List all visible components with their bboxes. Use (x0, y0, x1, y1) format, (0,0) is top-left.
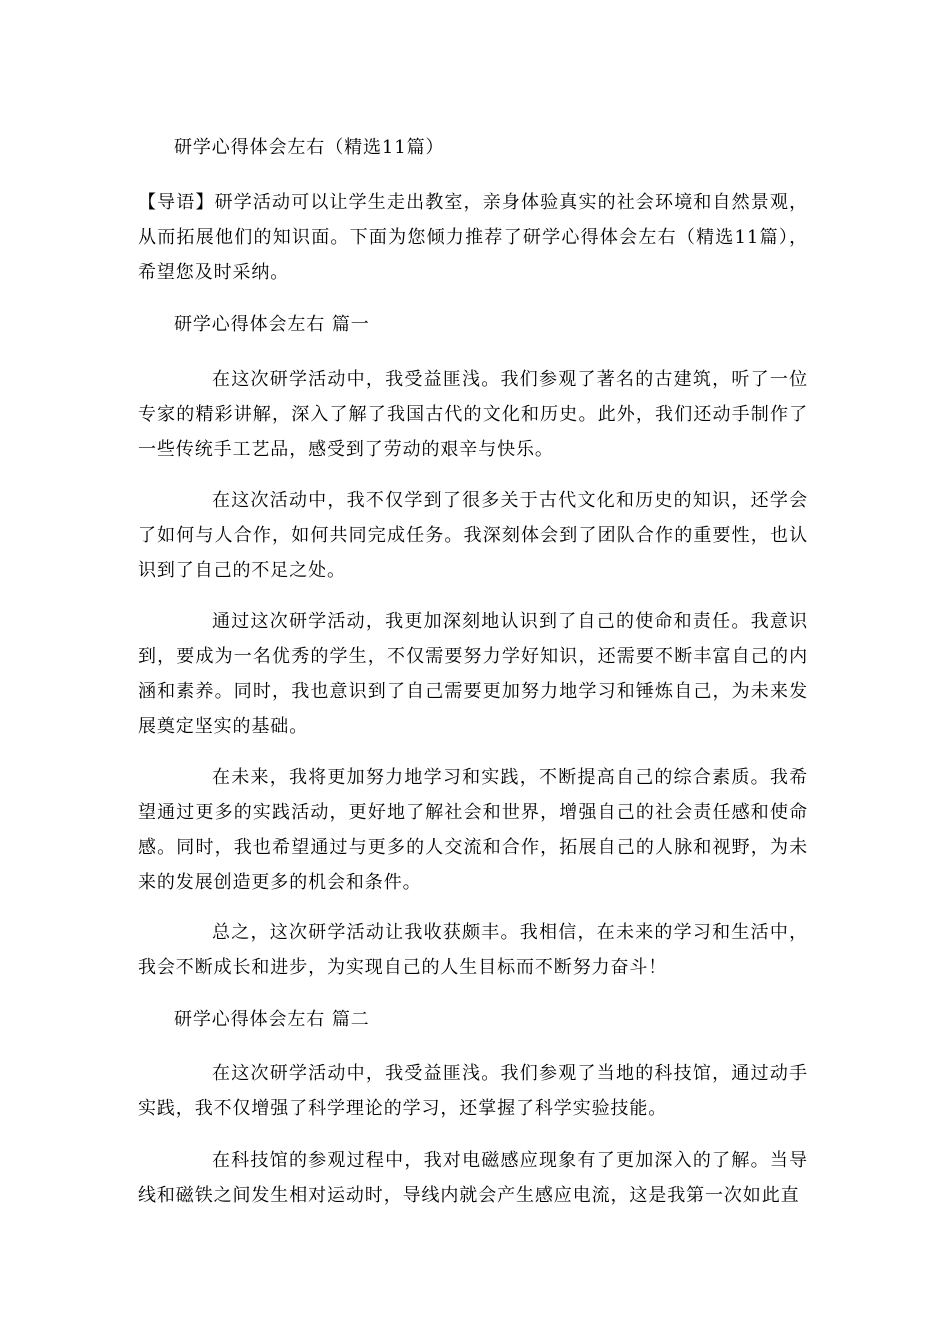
section-heading-2: 研学心得体会左右 篇二 (174, 1009, 370, 1030)
section-heading-1: 研学心得体会左右 篇一 (174, 314, 370, 335)
section-1-paragraph-3: 通过这次研学活动，我更加深刻地认识到了自己的使命和责任。我意识到，要成为一名优秀的学生，不仅需要努力学好知识，还需要不断丰富自己的内涵和素养。同时，我也意识到了自己需要更加努力地学习和锤炼自己，为未来发展奠定坚实的基础。 (138, 611, 808, 737)
section-2-paragraph-1: 在这次研学活动中，我受益匪浅。我们参观了当地的科技馆，通过动手实践，我不仅增强了科学理论的学习，还掌握了科学实验技能。 (138, 1063, 808, 1119)
section-1-paragraph-1: 在这次研学活动中，我受益匪浅。我们参观了著名的古建筑，听了一位专家的精彩讲解，深入了解了我国古代的文化和历史。此外，我们还动手制作了一些传统手工艺品，感受到了劳动的艰辛与快乐。 (138, 369, 808, 460)
intro-paragraph: 【导语】研学活动可以让学生走出教室，亲身体验真实的社会环境和自然景观，从而拓展他们的知识面。下面为您倾力推荐了研学心得体会左右（精选11篇），希望您及时采纳。 (138, 192, 808, 283)
section-1-paragraph-4: 在未来，我将更加努力地学习和实践，不断提高自己的综合素质。我希望通过更多的实践活动，更好地了解社会和世界，增强自己的社会责任感和使命感。同时，我也希望通过与更多的人交流和合作，拓展自己的人脉和视野，为未来的发展创造更多的机会和条件。 (138, 767, 808, 893)
section-1-paragraph-2: 在这次活动中，我不仅学到了很多关于古代文化和历史的知识，还学会了如何与人合作，如何共同完成任务。我深刻体会到了团队合作的重要性，也认识到了自己的不足之处。 (138, 490, 808, 581)
section-2-paragraph-2: 在科技馆的参观过程中，我对电磁感应现象有了更加深入的了解。当导线和磁铁之间发生相对运动时，导线内就会产生感应电流，这是我第一次如此直 (138, 1150, 808, 1206)
document-title: 研学心得体会左右（精选11篇） (174, 137, 445, 158)
section-1-paragraph-5: 总之，这次研学活动让我收获颇丰。我相信，在未来的学习和生活中，我会不断成长和进步，为实现自己的人生目标而不断努力奋斗！ (138, 922, 808, 978)
